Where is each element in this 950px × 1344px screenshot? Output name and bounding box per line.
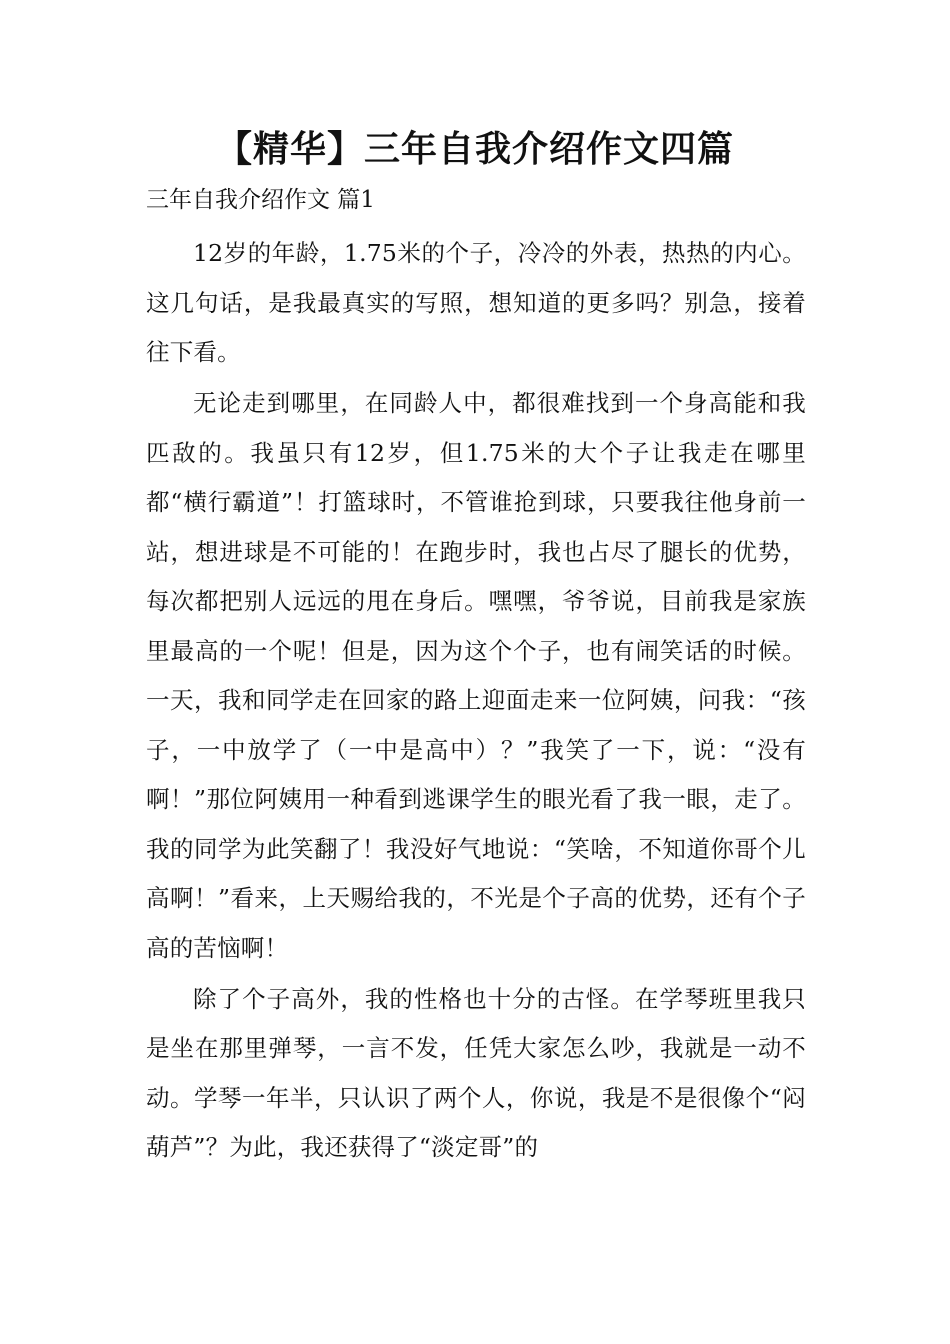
paragraph-3: 除了个子高外，我的性格也十分的古怪。在学琴班里我只是坐在那里弹琴，一言不发，任凭大家怎么吵，我就是一动不动。学琴一年半，只认识了两个人，你说，我是不是很像个“闷葫芦”？为此，我还获得了“淡定哥”的 <box>146 984 806 1161</box>
document-body <box>146 229 806 1174</box>
document-title: 【精华】三年自我介绍作文四篇 <box>215 129 734 170</box>
paragraph-1: 12岁的年龄，1.75米的个子，冷冷的外表，热热的内心。这几句话，是我最真实的写照，想知道的更多吗？别急，接着往下看。 <box>146 239 806 366</box>
section-heading: 三年自我介绍作文 篇1 <box>146 187 375 213</box>
paragraph-2: 无论走到哪里，在同龄人中，都很难找到一个身高能和我匹敌的。我虽只有12岁，但1.75米的大个子让我走在哪里都“横行霸道”！打篮球时，不管谁抢到球，只要我往他身前一站，想进球是不可能的！在跑步时，我也占尽了腿长的优势，每次都把别人远远的甩在身后。嘿嘿，爷爷说，目前我是家族里最高的一个呢！但是，因为这个个子，也有闹笑话的时候。一天，我和同学走在回家的路上迎面走来一位阿姨，问我：“孩子，一中放学了（一中是高中）？”我笑了一下，说：“没有啊！”那位阿姨用一种看到逃课学生的眼光看了我一眼，走了。我的同学为此笑翻了！我没好气地说：“笑啥，不知道你哥个儿高啊！”看来，上天赐给我的，不光是个子高的优势，还有个子高的苦恼啊！ <box>146 389 806 962</box>
